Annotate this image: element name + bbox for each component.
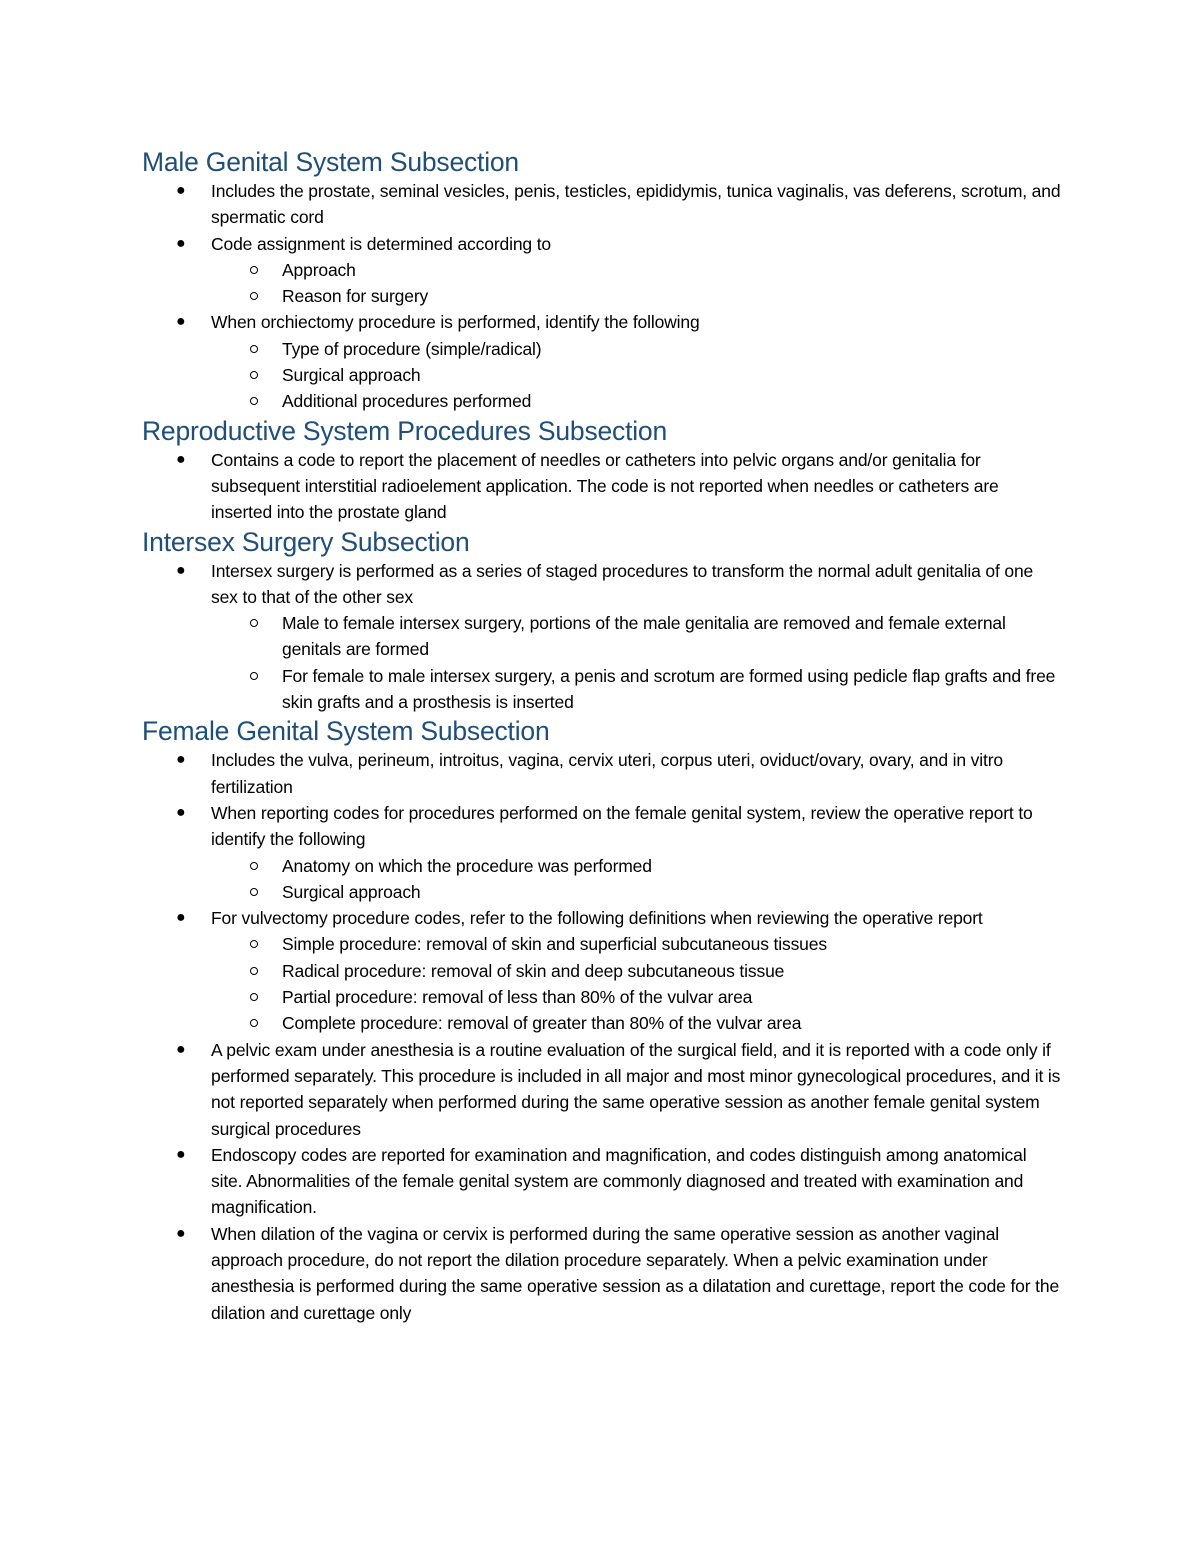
bullet-text: Endoscopy codes are reported for examination and magnification, and codes distinguish among anatomical site. Abnormalities of the female genital system are commonly diagnosed and treated with examination and magnification.	[211, 1144, 1027, 1218]
bullet-item	[142, 178, 1062, 231]
bullet-dot-icon: ●	[176, 182, 186, 199]
bullet-item	[142, 447, 1062, 526]
hollow-circle-icon	[250, 993, 258, 1001]
sub-bullet-text: Male to female intersex surgery, portions of the male genitalia are removed and female external genitals are formed	[282, 613, 1006, 660]
sub-bullet-list	[211, 257, 1062, 310]
bullet-item	[142, 231, 1062, 310]
bullet-dot-icon: ●	[176, 803, 186, 821]
sub-bullet-text: Simple procedure: removal of skin and superficial subcutaneous tissues	[282, 934, 827, 955]
sub-bullet-text: Anatomy on which the procedure was performed	[282, 855, 652, 876]
section-heading: Female Genital System Subsection	[142, 716, 550, 747]
section-3	[142, 526, 1062, 716]
section-heading: Reproductive System Procedures Subsection	[142, 415, 668, 446]
bullet-text: When orchiectomy procedure is performed, identify the following	[211, 312, 700, 333]
bullet-text: Includes the prostate, seminal vesicles, penis, testicles, epididymis, tunica vaginalis, vas deferens, scrotum, and spermatic cord	[211, 181, 1061, 228]
document-content	[142, 146, 1062, 1326]
hollow-circle-icon	[250, 888, 258, 896]
bullet-text: For vulvectomy procedure codes, refer to the following definitions when reviewing the operative report	[211, 908, 983, 929]
hollow-circle-icon	[250, 967, 258, 975]
bullet-dot-icon: ●	[176, 1224, 186, 1242]
bullet-list	[142, 178, 1062, 415]
sub-bullet-text: For female to male intersex surgery, a penis and scrotum are formed using pedicle flap grafts and free skin grafts and a prosthesis is inserted	[282, 665, 1056, 713]
section-4	[142, 715, 1062, 1326]
bullet-item	[142, 558, 1062, 716]
bullet-dot-icon: ●	[176, 909, 186, 927]
sub-bullet-item	[142, 283, 1062, 309]
sub-bullet-text: Surgical approach	[282, 365, 421, 386]
bullet-text: Code assignment is determined according to	[211, 233, 552, 254]
bullet-text: When dilation of the vagina or cervix is performed during the same operative session as another vaginal approach procedure, do not report the dilation procedure separately. When a pelvic examination under anesthesia is performed during the same operative session as a dilatation and curettage, report the code for the dilation and curettage only	[211, 1223, 1060, 1323]
sub-bullet-item	[142, 984, 1062, 1010]
bullet-text: A pelvic exam under anesthesia is a routine evaluation of the surgical field, and it is reported with a code only if performed separately. This procedure is included in all major and most minor gynecological procedures, and it is not reported separately when performed during the same operative session as another female genital system surgical procedures	[211, 1039, 1061, 1139]
sub-bullet-item	[142, 931, 1062, 957]
bullet-item	[142, 1142, 1062, 1221]
section-1	[142, 146, 1062, 415]
bullet-text: Intersex surgery is performed as a series of staged procedures to transform the normal adult genitalia of one sex to that of the other sex	[211, 560, 1034, 607]
bullet-list	[142, 447, 1062, 526]
bullet-text: Includes the vulva, perineum, introitus, vagina, cervix uteri, corpus uteri, oviduct/ovary, ovary, and in vitro fertilization	[211, 750, 1003, 797]
sub-bullet-item	[142, 1010, 1062, 1036]
sub-bullet-text: Partial procedure: removal of less than 80% of the vulvar area	[282, 987, 753, 1008]
sub-bullet-text: Additional procedures performed	[282, 391, 532, 412]
bullet-text: Contains a code to report the placement of needles or catheters into pelvic organs and/or genitalia for subsequent interstitial radioelement application. The code is not reported when needles or catheters are inserted into the prostate gland	[211, 449, 999, 523]
hollow-circle-icon	[250, 672, 258, 680]
sub-bullet-text: Complete procedure: removal of greater than 80% of the vulvar area	[282, 1013, 802, 1034]
sub-bullet-list	[211, 931, 1062, 1036]
sub-bullet-item	[142, 362, 1062, 388]
section-heading: Male Genital System Subsection	[142, 147, 519, 177]
sub-bullet-list	[211, 610, 1062, 715]
bullet-dot-icon: ●	[176, 1145, 186, 1163]
sub-bullet-item	[142, 853, 1062, 879]
sub-bullet-item	[142, 336, 1062, 362]
bullet-item	[142, 309, 1062, 414]
sub-bullet-item	[142, 879, 1062, 905]
bullet-dot-icon: ●	[176, 234, 186, 252]
sub-bullet-list	[211, 336, 1062, 415]
bullet-text: When reporting codes for procedures performed on the female genital system, review the operative report to identify the following	[211, 802, 1033, 850]
sub-bullet-list	[211, 853, 1062, 906]
sub-bullet-text: Reason for surgery	[282, 286, 429, 307]
bullet-item	[142, 1221, 1062, 1326]
sub-bullet-item	[142, 958, 1062, 984]
bullet-dot-icon: ●	[176, 1040, 186, 1058]
bullet-list	[142, 558, 1062, 716]
bullet-dot-icon: ●	[176, 751, 186, 769]
sub-bullet-text: Surgical approach	[282, 881, 421, 902]
bullet-item	[142, 747, 1062, 800]
bullet-dot-icon: ●	[176, 313, 186, 331]
bullet-item	[142, 800, 1062, 905]
sub-bullet-item	[142, 257, 1062, 283]
hollow-circle-icon	[250, 862, 258, 870]
bullet-dot-icon: ●	[176, 561, 186, 579]
sub-bullet-item	[142, 610, 1062, 663]
section-2	[142, 415, 1062, 526]
sub-bullet-item	[142, 663, 1062, 716]
hollow-circle-icon	[250, 345, 258, 353]
sub-bullet-text: Radical procedure: removal of skin and deep subcutaneous tissue	[282, 960, 785, 981]
sub-bullet-item	[142, 388, 1062, 414]
hollow-circle-icon	[250, 266, 258, 274]
sub-bullet-text: Type of procedure (simple/radical)	[282, 338, 542, 359]
bullet-dot-icon: ●	[176, 450, 186, 468]
sub-bullet-text: Approach	[282, 259, 356, 280]
bullet-item	[142, 1037, 1062, 1142]
section-heading: Intersex Surgery Subsection	[142, 526, 470, 557]
bullet-list	[142, 747, 1062, 1326]
bullet-item	[142, 905, 1062, 1036]
